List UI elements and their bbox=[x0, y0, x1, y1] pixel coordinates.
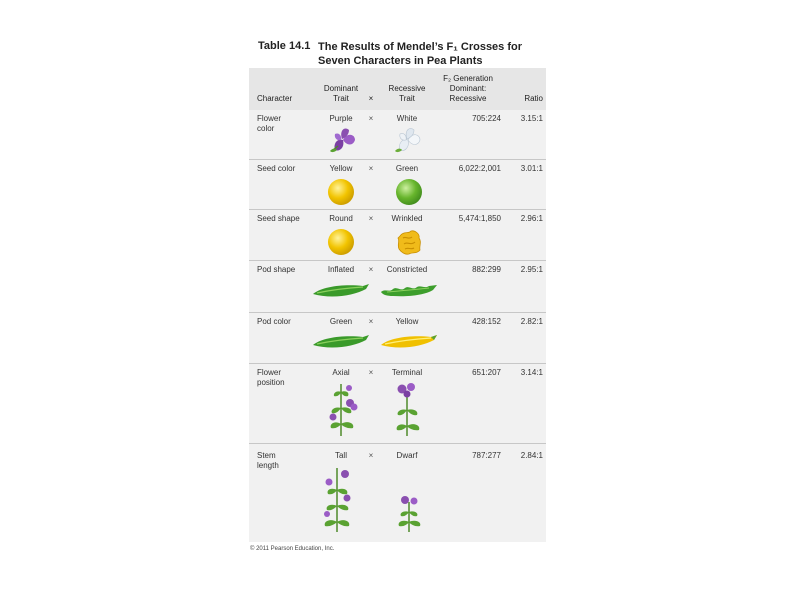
row-recessive: White bbox=[396, 114, 418, 123]
row-ratio: 3.01:1 bbox=[520, 164, 543, 173]
row-ratio: 2.82:1 bbox=[520, 317, 543, 326]
header-cross: × bbox=[368, 94, 374, 103]
row-cross: × bbox=[368, 451, 374, 460]
header-character: Character bbox=[257, 94, 293, 103]
row-divider bbox=[249, 443, 546, 444]
inflated-pod-icon bbox=[311, 280, 371, 300]
row-ratio: 3.15:1 bbox=[520, 114, 543, 123]
row-dominant: Round bbox=[329, 214, 353, 223]
row-cross: × bbox=[368, 317, 374, 326]
row-recessive: Wrinkled bbox=[391, 214, 423, 223]
row-f2: 5,474:1,850 bbox=[458, 214, 501, 223]
row-character: Flower position bbox=[257, 368, 285, 387]
row-dominant: Green bbox=[329, 317, 353, 326]
row-cross: × bbox=[368, 214, 374, 223]
row-recessive: Terminal bbox=[391, 368, 423, 377]
constricted-pod-icon bbox=[379, 280, 439, 300]
row-cross: × bbox=[368, 368, 374, 377]
row-divider bbox=[249, 363, 546, 364]
table-number: Table 14.1 bbox=[258, 40, 311, 52]
row-dominant: Tall bbox=[334, 451, 347, 460]
row-ratio: 2.84:1 bbox=[520, 451, 543, 460]
dwarf-plant-icon bbox=[393, 492, 425, 532]
row-character: Seed color bbox=[257, 164, 296, 173]
tall-plant-icon bbox=[319, 464, 359, 532]
row-cross: × bbox=[368, 114, 374, 123]
purple-flower-icon bbox=[327, 124, 359, 154]
row-recessive: Green bbox=[395, 164, 419, 173]
header-ratio: Ratio bbox=[524, 94, 543, 103]
yellow-round-seed-icon bbox=[327, 228, 355, 256]
row-dominant: Inflated bbox=[327, 265, 355, 274]
terminal-flower-plant-icon bbox=[389, 380, 425, 436]
row-f2: 705:224 bbox=[472, 114, 501, 123]
row-f2: 651:207 bbox=[472, 368, 501, 377]
header-f2: F₂ Generation Dominant: Recessive bbox=[443, 74, 493, 103]
axial-flower-plant-icon bbox=[325, 380, 361, 436]
yellow-pod-icon bbox=[379, 331, 439, 351]
row-recessive: Constricted bbox=[386, 265, 428, 274]
header-dominant: Dominant Trait bbox=[323, 84, 359, 103]
yellow-round-seed-icon bbox=[327, 178, 355, 206]
row-recessive: Dwarf bbox=[396, 451, 418, 460]
green-seed-icon bbox=[395, 178, 423, 206]
row-ratio: 2.95:1 bbox=[520, 265, 543, 274]
row-divider bbox=[249, 209, 546, 210]
green-pod-icon bbox=[311, 331, 371, 351]
row-recessive: Yellow bbox=[395, 317, 419, 326]
mendel-results-table bbox=[249, 68, 546, 542]
row-dominant: Purple bbox=[329, 114, 353, 123]
wrinkled-seed-icon bbox=[395, 228, 423, 256]
white-flower-icon bbox=[391, 124, 425, 154]
copyright-notice: © 2011 Pearson Education, Inc. bbox=[250, 546, 335, 552]
row-ratio: 3.14:1 bbox=[520, 368, 543, 377]
row-f2: 6,022:2,001 bbox=[458, 164, 501, 173]
row-f2: 428:152 bbox=[472, 317, 501, 326]
row-divider bbox=[249, 159, 546, 160]
row-cross: × bbox=[368, 164, 374, 173]
row-cross: × bbox=[368, 265, 374, 274]
row-divider bbox=[249, 312, 546, 313]
row-f2: 787:277 bbox=[472, 451, 501, 460]
row-character: Stem length bbox=[257, 451, 279, 470]
row-dominant: Yellow bbox=[329, 164, 353, 173]
row-dominant: Axial bbox=[332, 368, 350, 377]
table-header bbox=[249, 68, 546, 110]
table-caption: The Results of Mendel’s F₁ Crosses for Seven Characters in Pea Plants bbox=[318, 41, 523, 67]
row-character: Seed shape bbox=[257, 214, 300, 223]
row-character: Flower color bbox=[257, 114, 282, 133]
row-divider bbox=[249, 260, 546, 261]
row-character: Pod color bbox=[257, 317, 291, 326]
row-character: Pod shape bbox=[257, 265, 296, 274]
header-recessive: Recessive Trait bbox=[388, 84, 426, 103]
row-ratio: 2.96:1 bbox=[520, 214, 543, 223]
row-f2: 882:299 bbox=[472, 265, 501, 274]
